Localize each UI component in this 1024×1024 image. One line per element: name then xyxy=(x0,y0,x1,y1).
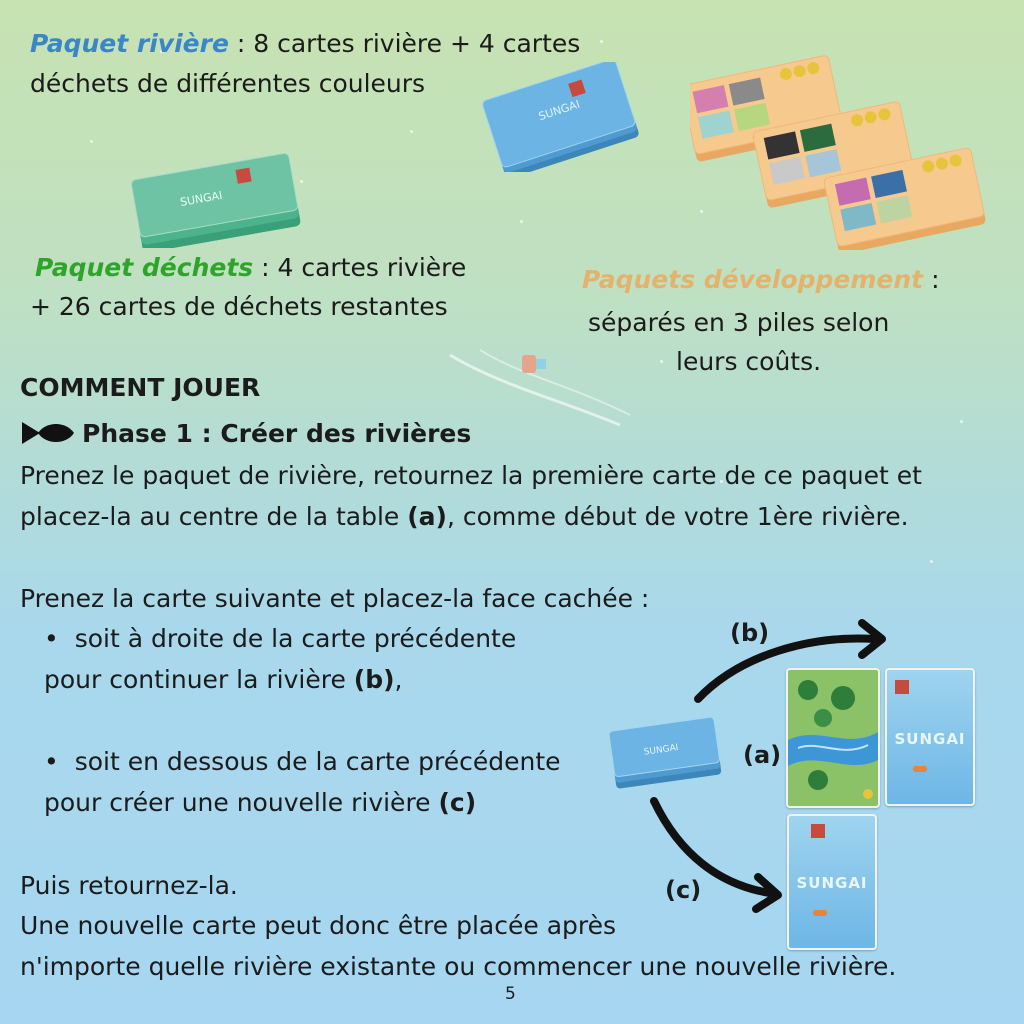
section-heading: COMMENT JOUER xyxy=(20,373,261,402)
river-illustration xyxy=(788,670,878,806)
phase-title-row xyxy=(20,418,471,448)
ref-b: (b) xyxy=(353,665,395,694)
p1-text-c: , comme début de votre 1ère rivière. xyxy=(446,502,909,531)
fish-icon xyxy=(20,418,76,448)
bullet-2-text: soit en dessous de la carte précédente xyxy=(74,747,561,776)
dev-deck-line3: leurs coûts. xyxy=(676,347,822,376)
dev-deck-line2: séparés en 3 piles selon xyxy=(588,308,890,337)
paragraph-3-line2: Une nouvelle carte peut donc être placée après xyxy=(20,911,617,940)
river-deck-line1 xyxy=(30,24,580,64)
b1-text-c: , xyxy=(394,665,403,694)
card-logo: SUNGAI xyxy=(894,730,966,748)
bullet-1-line1 xyxy=(44,619,516,659)
bullet-2-line2 xyxy=(44,783,476,823)
river-deck-desc: 8 cartes rivière + 4 cartes xyxy=(253,29,581,58)
svg-text:SUNGAI: SUNGAI xyxy=(536,97,582,124)
waste-icon xyxy=(811,824,825,838)
dev-deck-line1 xyxy=(582,260,940,300)
river-deck-title: Paquet rivière xyxy=(30,29,229,58)
ref-c: (c) xyxy=(438,788,477,817)
bullet-glyph: • xyxy=(44,624,59,653)
river-deck-line2: déchets de différentes couleurs xyxy=(30,69,426,98)
label-c: (c) xyxy=(665,876,702,904)
fish-mark xyxy=(813,910,827,916)
waste-deck-desc: 4 cartes rivière xyxy=(277,253,467,282)
bullet-1-line2 xyxy=(44,660,402,700)
fish-mark xyxy=(913,766,927,772)
diagram-river-deck xyxy=(604,714,724,790)
label-a: (a) xyxy=(743,741,782,769)
dev-deck-sep: : xyxy=(923,265,940,294)
phase-title: Phase 1 : Créer des rivières xyxy=(82,418,472,448)
river-deck-sep: : xyxy=(228,29,254,58)
page-number: 5 xyxy=(505,984,516,1004)
development-decks-image xyxy=(690,20,1010,250)
waste-deck-line1 xyxy=(35,248,466,288)
waste-icon xyxy=(895,680,909,694)
dev-deck-title: Paquets développement xyxy=(582,265,924,294)
waste-deck-title: Paquet déchets xyxy=(35,253,254,282)
waste-deck-line2: + 26 cartes de déchets restantes xyxy=(30,292,448,321)
paragraph-1-line2 xyxy=(20,497,909,537)
bullet-glyph: • xyxy=(44,747,59,776)
label-b: (b) xyxy=(730,619,770,647)
card-c-back xyxy=(787,814,877,950)
b2-text-a: pour créer une nouvelle rivière xyxy=(44,788,439,817)
paragraph-3-line3: n'importe quelle rivière existante ou commencer une nouvelle rivière. xyxy=(20,952,897,981)
waste-deck-sep: : xyxy=(253,253,278,282)
bullet-1-text: soit à droite de la carte précédente xyxy=(74,624,517,653)
svg-text:SUNGAI: SUNGAI xyxy=(643,743,680,758)
card-logo: SUNGAI xyxy=(796,874,868,892)
bullet-2-line1 xyxy=(44,742,561,782)
p1-text-a: placez-la au centre de la table xyxy=(20,502,408,531)
paragraph-2: Prenez la carte suivante et placez-la face cachée : xyxy=(20,584,650,613)
card-b-back xyxy=(885,668,975,806)
b1-text-a: pour continuer la rivière xyxy=(44,665,354,694)
paragraph-3-line1: Puis retournez-la. xyxy=(20,871,238,900)
card-a-river xyxy=(786,668,880,808)
waste-deck-image xyxy=(120,148,310,248)
ref-a: (a) xyxy=(407,502,447,531)
paragraph-1-line1: Prenez le paquet de rivière, retournez la première carte de ce paquet et xyxy=(20,461,922,490)
river-deck-image xyxy=(470,62,650,172)
svg-text:SUNGAI: SUNGAI xyxy=(179,188,224,210)
